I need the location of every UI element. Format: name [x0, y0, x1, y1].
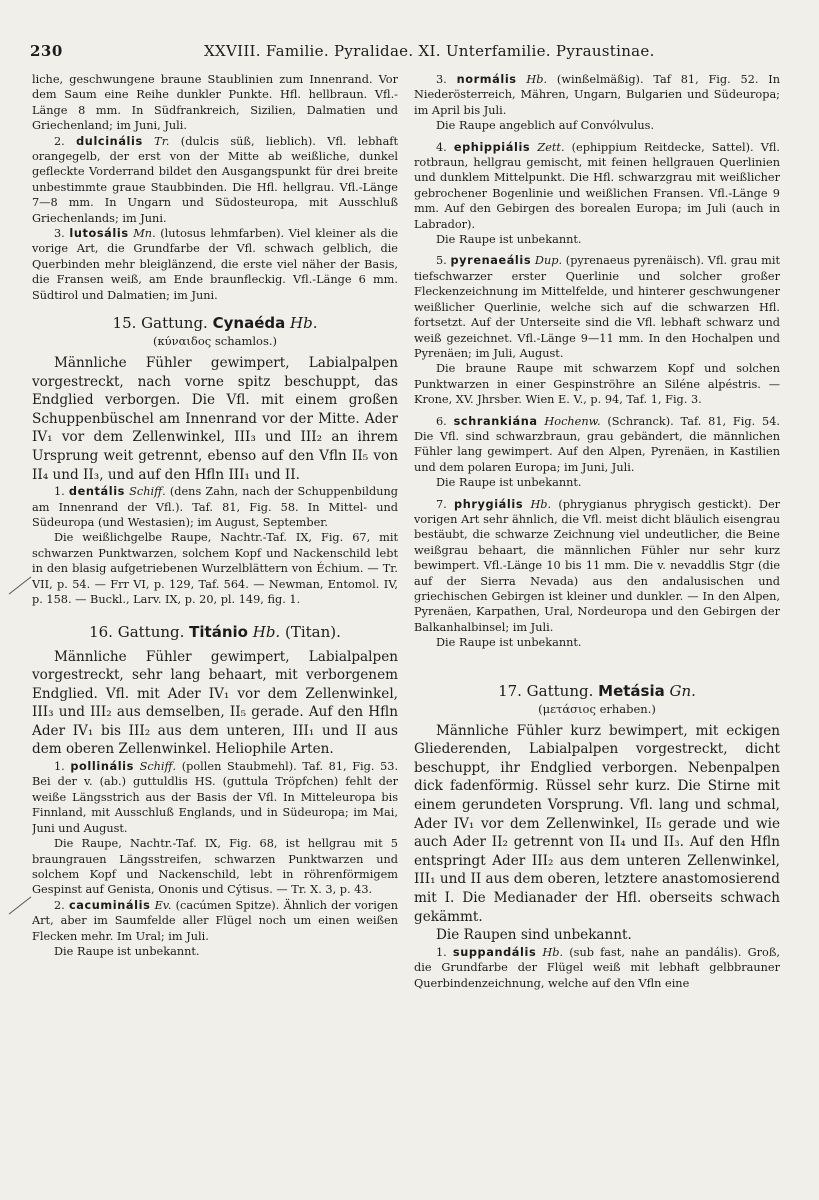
species-name: normális — [456, 73, 517, 86]
left-column — [32, 72, 398, 1192]
genus-etymology: (Titan). — [284, 622, 341, 641]
larva-note-pollinalis: Die Raupe, Nachtr.-Taf. IX, Fig. 68, ist hellgrau mit 5 braungrauen Längsstreifen, schwarzen Punktwarzen und solchem Kopf und Nackenschild, lebt in röhrenförmigem Gespinst auf Genista, Ononis und Cýtisus. — Tr. X. 3, p. 43. — [32, 837, 398, 897]
species-entry-phrygialis — [414, 497, 780, 636]
species-author: Hochenw. — [544, 414, 601, 428]
genus-name: Titánio — [189, 622, 248, 641]
larva-note-normalis: Die Raupe angeblich auf Convólvulus. — [436, 119, 655, 133]
right-column — [414, 72, 780, 1192]
species-entry-pollinalis — [32, 759, 398, 836]
species-entry-normalis — [414, 72, 780, 118]
genus-etymology: (μετάσιος erhaben.) — [538, 701, 656, 716]
species-name: phrygiális — [454, 497, 524, 511]
species-description: (pollen Staubmehl). Taf. 81, Fig. 53. Bei der v. (ab.) guttuldlis HS. (guttula Tröpfchen) fehlt der weiße Längsstrich aus der Basis der Vfl. In Mitteleuropa bis Finnland, mit Ausschluß Englands, und in Südeuropa; im Mai, Juni und August. — [32, 760, 398, 835]
larva-note-cacuminalis: Die Raupe ist unbekannt. — [54, 944, 200, 958]
species-name: dentális — [68, 485, 126, 499]
species-entry-ephippialis — [414, 140, 780, 232]
genus-author: Hb. — [290, 314, 318, 333]
species-description: (cacúmen Spitze). Ähnlich der vorigen Art, aber im Saumfelde aller Flügel noch um einen weißen Flecken mehr. Im Ural; im Juli. — [32, 898, 398, 943]
species-author: Hb. — [542, 945, 564, 959]
species-description: (phrygianus phrygisch gestickt). Der vorigen Art sehr ähnlich, die Vfl. meist dicht bläulich eisengrau bestäubt, die schwarze Zeichnung viel undeutlicher, die Beine weißgrau behaart, die männlichen Fühler nur sehr kurz bewimpert. Vfl.-Länge 10 bis 11 mm. Die v. nevaddlis Stgr (die auf der Sierra Nevada) aus den andalusischen und griechischen Gebirgen ist kleiner und dunkler. — In den Alpen, Pyrenäen, Karpathen, Ural, Nordeuropa und den Gebirgen der Balkanhalbinsel; im Juli. — [414, 497, 780, 634]
species-name: lutosális — [69, 227, 129, 241]
larva-note-pyrenaealis: Die braune Raupe mit schwarzem Kopf und solchen Punktwarzen in einer Gespinströhre an Siléne alpéstris. — Krone, XV. Jhrsber. Wien E. V., p. 94, Taf. 1, Fig. 3. — [414, 362, 780, 407]
species-number: 1. — [436, 945, 447, 959]
species-entry-cacuminalis — [32, 898, 398, 944]
genus-heading-metasia — [414, 681, 780, 701]
species-author: Schiff. — [129, 485, 166, 499]
species-number: 2. — [54, 898, 65, 912]
margin-pencil-mark — [9, 896, 32, 914]
species-name: ephippiális — [453, 140, 531, 154]
species-author: Hb. — [526, 73, 548, 86]
genus-author: Hb. — [252, 622, 281, 641]
species-description: (Schranck). Taf. 81, Fig. 54. Die Vfl. sind schwarzbraun, grau gebändert, die männlichen Fühler lang gewimpert. Auf den Alpen, Pyrenäen, in Kastilien und dem polaren Europa; im Juni, Juli. — [414, 414, 780, 474]
genus-prefix: 15. Gattung. — [112, 314, 208, 333]
species-number: 2. — [54, 134, 65, 148]
species-description: (lutosus lehmfarben). Viel kleiner als die vorige Art, die Grundfarbe der Vfl. schwach gelblich, die Querbinden mehr bleiglänzend, die erste viel näher der Basis, die Fransen weiß, am Ende braunfleckig. Vfl.-Länge 6 mm. Südtirol und Dalmatien; im Juni. — [32, 227, 398, 302]
species-description: (ephippium Reitdecke, Sattel). Vfl. rotbraun, hellgrau gemischt, mit feinen hellgrauen Querlinien und dunklem Mittelpunkt. Die Hfl. schwarzgrau mit weißlicher gebrochener Bogenlinie und weißlichen Fransen. Vfl.-Länge 9 mm. Auf den Gebirgen des borealen Europa; im Juli (auch in Labrador). — [414, 140, 780, 231]
species-entry-pyrenaealis — [414, 253, 780, 361]
species-number: 6. — [436, 414, 447, 428]
larva-note-metasia: Die Raupen sind unbekannt. — [436, 927, 632, 944]
genus-prefix: 17. Gattung. — [498, 681, 594, 700]
species-author: Tr. — [154, 134, 170, 148]
page-number: 230 — [30, 42, 63, 60]
species-name: pollinális — [70, 760, 134, 774]
species-number: 7. — [436, 497, 447, 511]
genus-description-cynaeda: Männliche Fühler gewimpert, Labialpalpen vorgestreckt, nach vorne spitz beschuppt, das Endglied verborgen. Die Vfl. mit einem großen Schuppenbüschel am Innenrand vor der Mitte. Ader IV₁ vor dem Zellenwinkel, III₃ und III₂ an ihrem Ursprung weit getrennt, ebenso auf den Vfln II₅ von II₄ und II₃, und auf den Hfln III₁ und II. — [32, 355, 398, 483]
genus-etymology: (κύναιδος schamlos.) — [152, 334, 278, 349]
species-author: Dup. — [534, 254, 563, 268]
species-author: Schiff. — [139, 760, 177, 774]
genus-prefix: 16. Gattung. — [89, 622, 185, 641]
running-title: XXVIII. Familie. Pyralidae. XI. Unterfamilie. Pyraustinae. — [204, 42, 655, 60]
genus-heading-titanio — [32, 622, 398, 642]
intro-paragraph: liche, geschwungene braune Staublinien zum Innenrand. Vor dem Saum eine Reihe dunkler Punkte. Hfl. hellbraun. Vfl.-Länge 8 mm. In Südfrankreich, Sizilien, Dalmatien und Griechenland; im Juni, Juli. — [32, 73, 398, 133]
species-number: 1. — [54, 485, 65, 499]
genus-name: Cynaéda — [212, 314, 286, 333]
species-description: (pyrenaeus pyrenäisch). Vfl. grau mit tiefschwarzer erster Querlinie und solcher großer Fleckenzeichnung im Mittelfelde, und hinterer geschwungener weißlicher Querlinie, welche sich auf die schwarzen Hfl. fortsetzt. Auf der Unterseite sind die Vfl. lebhaft schwarz und weiß gezeichnet. Vfl.-Länge 9—11 mm. In den Hochalpen und Pyrenäen; im Juli, August. — [414, 254, 780, 360]
species-author: Ev. — [154, 898, 172, 912]
larva-note-schrankiana: Die Raupe ist unbekannt. — [436, 476, 582, 490]
genus-heading-cynaeda — [32, 313, 398, 333]
genus-author: Gn. — [669, 681, 696, 700]
species-entry-dulcinalis — [32, 134, 398, 226]
species-entry-lutosalis — [32, 226, 398, 303]
species-author: Mn. — [133, 227, 156, 241]
genus-description-titanio: Männliche Fühler gewimpert, Labialpalpen vorgestreckt, sehr lang behaart, mit verborgenem Endglied. Vfl. mit Ader IV₁ vor dem Zellenwinkel, III₃ und III₂ aus demselben, II₅ gerade. Auf den Hfln Ader IV₁ bis III₂ aus dem unteren, III₁ und II aus dem oberen Zellenwinkel. Heliophile Arten. — [32, 648, 398, 758]
species-number: 5. — [436, 254, 447, 268]
species-name: suppandális — [452, 945, 537, 959]
species-name: dulcinális — [76, 134, 143, 148]
species-number: 3. — [54, 227, 65, 241]
margin-pencil-mark — [9, 576, 32, 594]
larva-note-ephippialis: Die Raupe ist unbekannt. — [436, 233, 582, 247]
larva-note-dentalis: Die weißlichgelbe Raupe, Nachtr.-Taf. IX, Fig. 67, mit schwarzen Punktwarzen, solchem Kopf und Nackenschild lebt in den blasig aufgetriebenen Wurzelblättern von Échium. — Tr. VII, p. 54. — Frr VI, p. 129, Taf. 564. — Newman, Entomol. IV, p. 158. — Buckl., Larv. IX, p. 20, pl. 149, fig. 1. — [32, 531, 398, 607]
species-author: Hb. — [530, 497, 552, 511]
page-header — [30, 42, 790, 64]
species-description: (sub fast, nahe an pandális). Groß, die Grundfarbe der Flügel weiß mit lebhaft gelbbrauner Querbindenzeichnung, welche auf den Vfln eine — [414, 945, 780, 990]
larva-note-phrygialis: Die Raupe ist unbekannt. — [436, 636, 582, 650]
species-description: (dens Zahn, nach der Schuppenbildung am Innenrand der Vfl.). Taf. 81, Fig. 58. In Mittel- und Südeuropa (und Westasien); im August, September. — [32, 485, 398, 530]
species-name: cacuminális — [68, 898, 151, 912]
species-entry-dentalis — [32, 484, 398, 530]
species-author: Zett. — [537, 140, 565, 154]
species-entry-schrankiana — [414, 414, 780, 476]
species-number: 1. — [54, 760, 65, 774]
species-number: 3. — [436, 73, 447, 86]
species-description: (dulcis süß, lieblich). Vfl. lebhaft orangegelb, der erst von der Mitte ab weißliche, dunkel gefleckte Vorderrand bildet den Ausgangspunkt für drei breite unbestimmte graue Staubbinden. Die Hfl. hellgrau. Vfl.-Länge 7—8 mm. In Ungarn und Südosteuropa, mit Ausschluß Griechenlands; im Juni. — [32, 134, 398, 225]
genus-description-metasia: Männliche Fühler kurz bewimpert, mit eckigen Gliederenden, Labialpalpen vorgestreckt, dicht beschuppt, ihr Endglied verborgen. Nebenpalpen dick fadenförmig. Rüssel sehr kurz. Die Stirne mit einem gerundeten Vorsprung. Vfl. lang und schmal, Ader IV₁ vor dem Zellenwinkel, II₅ gerade und wie auch Ader II₂ getrennt von II₄ und II₃. Auf den Hfln entspringt Ader III₂ aus dem unteren Zellenwinkel, III₁ und II aus dem oberen, letztere anastomosierend mit I. Die Medianader der Hfl. oberseits schwach gekämmt. — [414, 722, 780, 925]
species-number: 4. — [436, 140, 447, 154]
species-name: schrankiána — [453, 414, 538, 428]
species-name: pyrenaeális — [450, 254, 532, 268]
species-description: (winßelmäßig). Taf 81, Fig. 52. In Niederösterreich, Mähren, Ungarn, Bulgarien und Südeuropa; im April bis Juli. — [414, 73, 780, 117]
genus-name: Metásia — [598, 681, 665, 700]
species-entry-suppandalis — [414, 945, 780, 991]
